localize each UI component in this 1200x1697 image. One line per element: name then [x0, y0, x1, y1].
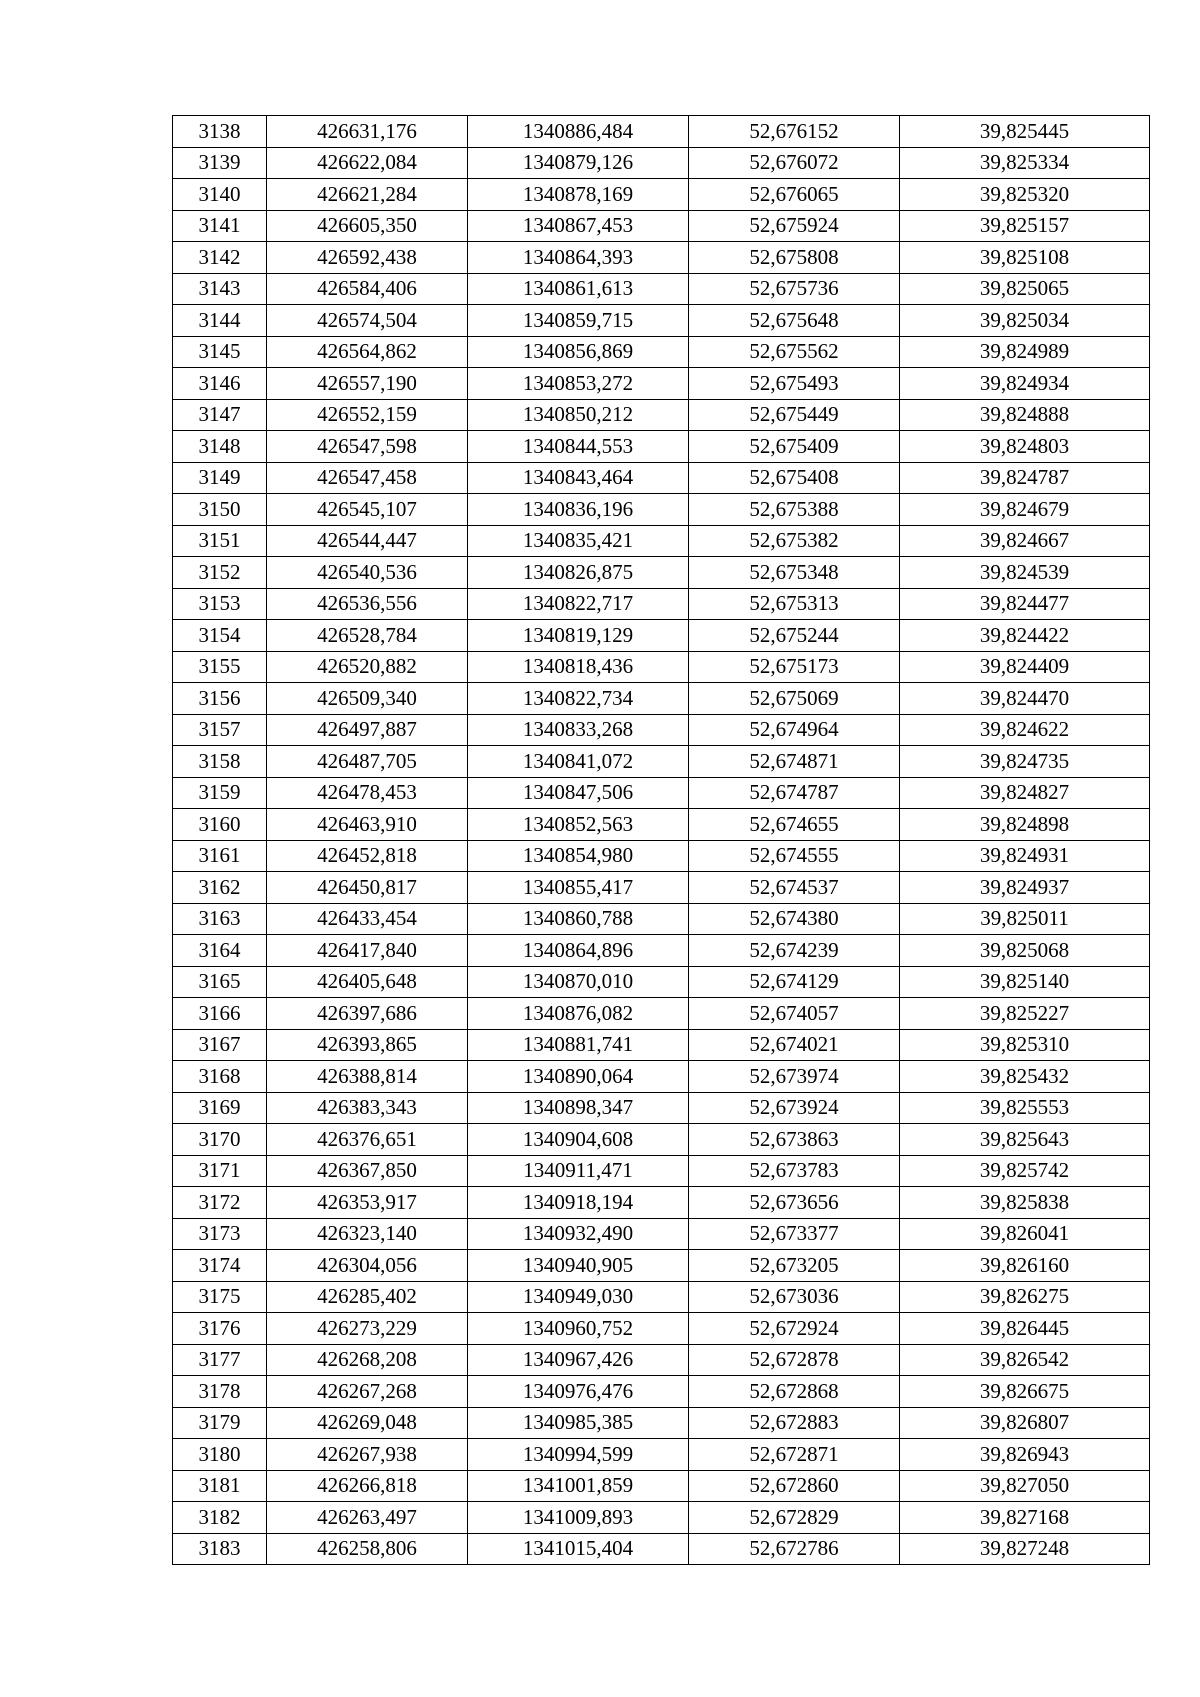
point-number-cell: 3170 — [173, 1124, 267, 1156]
point-number-cell: 3179 — [173, 1407, 267, 1439]
table-row — [173, 1376, 1150, 1408]
point-number-cell: 3149 — [173, 462, 267, 494]
y-coordinate-cell: 1340843,464 — [468, 462, 689, 494]
table-row — [173, 1313, 1150, 1345]
x-coordinate-cell: 426388,814 — [267, 1061, 468, 1093]
y-coordinate-cell: 1340819,129 — [468, 620, 689, 652]
longitude-cell: 39,824735 — [900, 746, 1150, 778]
table-row — [173, 746, 1150, 778]
point-number-cell: 3148 — [173, 431, 267, 463]
latitude-cell: 52,676065 — [689, 179, 900, 211]
point-number-cell: 3152 — [173, 557, 267, 589]
longitude-cell: 39,824787 — [900, 462, 1150, 494]
longitude-cell: 39,824409 — [900, 651, 1150, 683]
y-coordinate-cell: 1340822,717 — [468, 588, 689, 620]
point-number-cell: 3159 — [173, 777, 267, 809]
y-coordinate-cell: 1340859,715 — [468, 305, 689, 337]
table-row — [173, 242, 1150, 274]
table-row — [173, 683, 1150, 715]
point-number-cell: 3138 — [173, 116, 267, 148]
latitude-cell: 52,676072 — [689, 147, 900, 179]
longitude-cell: 39,824989 — [900, 336, 1150, 368]
coordinates-table — [172, 115, 1150, 1565]
longitude-cell: 39,826542 — [900, 1344, 1150, 1376]
y-coordinate-cell: 1340878,169 — [468, 179, 689, 211]
coordinates-table-body — [173, 116, 1150, 1565]
table-row — [173, 116, 1150, 148]
table-row — [173, 399, 1150, 431]
table-row — [173, 210, 1150, 242]
x-coordinate-cell: 426509,340 — [267, 683, 468, 715]
y-coordinate-cell: 1340985,385 — [468, 1407, 689, 1439]
table-row — [173, 431, 1150, 463]
point-number-cell: 3141 — [173, 210, 267, 242]
longitude-cell: 39,825108 — [900, 242, 1150, 274]
longitude-cell: 39,826445 — [900, 1313, 1150, 1345]
point-number-cell: 3175 — [173, 1281, 267, 1313]
table-row — [173, 966, 1150, 998]
table-row — [173, 872, 1150, 904]
x-coordinate-cell: 426285,402 — [267, 1281, 468, 1313]
latitude-cell: 52,675808 — [689, 242, 900, 274]
x-coordinate-cell: 426323,140 — [267, 1218, 468, 1250]
y-coordinate-cell: 1340826,875 — [468, 557, 689, 589]
y-coordinate-cell: 1340918,194 — [468, 1187, 689, 1219]
y-coordinate-cell: 1340822,734 — [468, 683, 689, 715]
point-number-cell: 3166 — [173, 998, 267, 1030]
latitude-cell: 52,675924 — [689, 210, 900, 242]
longitude-cell: 39,825011 — [900, 903, 1150, 935]
point-number-cell: 3169 — [173, 1092, 267, 1124]
table-row — [173, 1187, 1150, 1219]
longitude-cell: 39,824667 — [900, 525, 1150, 557]
longitude-cell: 39,824803 — [900, 431, 1150, 463]
point-number-cell: 3177 — [173, 1344, 267, 1376]
point-number-cell: 3168 — [173, 1061, 267, 1093]
y-coordinate-cell: 1340870,010 — [468, 966, 689, 998]
y-coordinate-cell: 1340886,484 — [468, 116, 689, 148]
table-row — [173, 714, 1150, 746]
point-number-cell: 3157 — [173, 714, 267, 746]
latitude-cell: 52,674787 — [689, 777, 900, 809]
x-coordinate-cell: 426584,406 — [267, 273, 468, 305]
latitude-cell: 52,676152 — [689, 116, 900, 148]
longitude-cell: 39,825140 — [900, 966, 1150, 998]
table-row — [173, 462, 1150, 494]
longitude-cell: 39,824477 — [900, 588, 1150, 620]
point-number-cell: 3144 — [173, 305, 267, 337]
longitude-cell: 39,824622 — [900, 714, 1150, 746]
latitude-cell: 52,674871 — [689, 746, 900, 778]
y-coordinate-cell: 1340932,490 — [468, 1218, 689, 1250]
longitude-cell: 39,824931 — [900, 840, 1150, 872]
point-number-cell: 3142 — [173, 242, 267, 274]
latitude-cell: 52,674964 — [689, 714, 900, 746]
table-row — [173, 935, 1150, 967]
point-number-cell: 3180 — [173, 1439, 267, 1471]
latitude-cell: 52,675562 — [689, 336, 900, 368]
x-coordinate-cell: 426487,705 — [267, 746, 468, 778]
x-coordinate-cell: 426417,840 — [267, 935, 468, 967]
point-number-cell: 3165 — [173, 966, 267, 998]
latitude-cell: 52,672871 — [689, 1439, 900, 1471]
point-number-cell: 3160 — [173, 809, 267, 841]
table-row — [173, 336, 1150, 368]
y-coordinate-cell: 1341009,893 — [468, 1502, 689, 1534]
table-row — [173, 1439, 1150, 1471]
y-coordinate-cell: 1340911,471 — [468, 1155, 689, 1187]
longitude-cell: 39,824934 — [900, 368, 1150, 400]
table-row — [173, 809, 1150, 841]
latitude-cell: 52,673974 — [689, 1061, 900, 1093]
y-coordinate-cell: 1340861,613 — [468, 273, 689, 305]
table-row — [173, 368, 1150, 400]
x-coordinate-cell: 426621,284 — [267, 179, 468, 211]
latitude-cell: 52,675382 — [689, 525, 900, 557]
table-row — [173, 588, 1150, 620]
longitude-cell: 39,825334 — [900, 147, 1150, 179]
point-number-cell: 3161 — [173, 840, 267, 872]
longitude-cell: 39,825065 — [900, 273, 1150, 305]
x-coordinate-cell: 426433,454 — [267, 903, 468, 935]
x-coordinate-cell: 426528,784 — [267, 620, 468, 652]
point-number-cell: 3158 — [173, 746, 267, 778]
y-coordinate-cell: 1340852,563 — [468, 809, 689, 841]
point-number-cell: 3153 — [173, 588, 267, 620]
x-coordinate-cell: 426547,598 — [267, 431, 468, 463]
point-number-cell: 3164 — [173, 935, 267, 967]
latitude-cell: 52,673924 — [689, 1092, 900, 1124]
x-coordinate-cell: 426478,453 — [267, 777, 468, 809]
point-number-cell: 3147 — [173, 399, 267, 431]
y-coordinate-cell: 1340853,272 — [468, 368, 689, 400]
point-number-cell: 3167 — [173, 1029, 267, 1061]
x-coordinate-cell: 426353,917 — [267, 1187, 468, 1219]
table-row — [173, 147, 1150, 179]
x-coordinate-cell: 426536,556 — [267, 588, 468, 620]
x-coordinate-cell: 426552,159 — [267, 399, 468, 431]
y-coordinate-cell: 1340994,599 — [468, 1439, 689, 1471]
table-row — [173, 1407, 1150, 1439]
table-row — [173, 777, 1150, 809]
latitude-cell: 52,675313 — [689, 588, 900, 620]
y-coordinate-cell: 1340904,608 — [468, 1124, 689, 1156]
y-coordinate-cell: 1340898,347 — [468, 1092, 689, 1124]
x-coordinate-cell: 426450,817 — [267, 872, 468, 904]
table-row — [173, 620, 1150, 652]
latitude-cell: 52,673783 — [689, 1155, 900, 1187]
longitude-cell: 39,826041 — [900, 1218, 1150, 1250]
latitude-cell: 52,675409 — [689, 431, 900, 463]
table-row — [173, 1470, 1150, 1502]
x-coordinate-cell: 426557,190 — [267, 368, 468, 400]
point-number-cell: 3154 — [173, 620, 267, 652]
x-coordinate-cell: 426452,818 — [267, 840, 468, 872]
y-coordinate-cell: 1340841,072 — [468, 746, 689, 778]
x-coordinate-cell: 426622,084 — [267, 147, 468, 179]
x-coordinate-cell: 426263,497 — [267, 1502, 468, 1534]
latitude-cell: 52,675449 — [689, 399, 900, 431]
x-coordinate-cell: 426520,882 — [267, 651, 468, 683]
x-coordinate-cell: 426397,686 — [267, 998, 468, 1030]
x-coordinate-cell: 426544,447 — [267, 525, 468, 557]
x-coordinate-cell: 426547,458 — [267, 462, 468, 494]
table-row — [173, 1281, 1150, 1313]
latitude-cell: 52,675648 — [689, 305, 900, 337]
latitude-cell: 52,672924 — [689, 1313, 900, 1345]
latitude-cell: 52,673205 — [689, 1250, 900, 1282]
point-number-cell: 3172 — [173, 1187, 267, 1219]
table-row — [173, 273, 1150, 305]
table-row — [173, 525, 1150, 557]
y-coordinate-cell: 1340864,393 — [468, 242, 689, 274]
longitude-cell: 39,825157 — [900, 210, 1150, 242]
latitude-cell: 52,672878 — [689, 1344, 900, 1376]
x-coordinate-cell: 426631,176 — [267, 116, 468, 148]
longitude-cell: 39,824827 — [900, 777, 1150, 809]
point-number-cell: 3178 — [173, 1376, 267, 1408]
point-number-cell: 3155 — [173, 651, 267, 683]
latitude-cell: 52,675173 — [689, 651, 900, 683]
point-number-cell: 3183 — [173, 1533, 267, 1565]
x-coordinate-cell: 426540,536 — [267, 557, 468, 589]
longitude-cell: 39,824539 — [900, 557, 1150, 589]
y-coordinate-cell: 1340876,082 — [468, 998, 689, 1030]
x-coordinate-cell: 426497,887 — [267, 714, 468, 746]
y-coordinate-cell: 1340818,436 — [468, 651, 689, 683]
longitude-cell: 39,826275 — [900, 1281, 1150, 1313]
y-coordinate-cell: 1340847,506 — [468, 777, 689, 809]
latitude-cell: 52,675244 — [689, 620, 900, 652]
longitude-cell: 39,825310 — [900, 1029, 1150, 1061]
longitude-cell: 39,827050 — [900, 1470, 1150, 1502]
y-coordinate-cell: 1340976,476 — [468, 1376, 689, 1408]
table-row — [173, 179, 1150, 211]
x-coordinate-cell: 426545,107 — [267, 494, 468, 526]
latitude-cell: 52,674239 — [689, 935, 900, 967]
y-coordinate-cell: 1340860,788 — [468, 903, 689, 935]
x-coordinate-cell: 426393,865 — [267, 1029, 468, 1061]
y-coordinate-cell: 1340833,268 — [468, 714, 689, 746]
point-number-cell: 3173 — [173, 1218, 267, 1250]
y-coordinate-cell: 1340844,553 — [468, 431, 689, 463]
y-coordinate-cell: 1340856,869 — [468, 336, 689, 368]
latitude-cell: 52,674129 — [689, 966, 900, 998]
latitude-cell: 52,673863 — [689, 1124, 900, 1156]
table-row — [173, 1502, 1150, 1534]
latitude-cell: 52,675388 — [689, 494, 900, 526]
table-row — [173, 494, 1150, 526]
longitude-cell: 39,824898 — [900, 809, 1150, 841]
table-row — [173, 1155, 1150, 1187]
point-number-cell: 3176 — [173, 1313, 267, 1345]
table-row — [173, 903, 1150, 935]
table-row — [173, 1029, 1150, 1061]
point-number-cell: 3174 — [173, 1250, 267, 1282]
point-number-cell: 3145 — [173, 336, 267, 368]
longitude-cell: 39,825643 — [900, 1124, 1150, 1156]
latitude-cell: 52,674021 — [689, 1029, 900, 1061]
x-coordinate-cell: 426269,048 — [267, 1407, 468, 1439]
x-coordinate-cell: 426304,056 — [267, 1250, 468, 1282]
x-coordinate-cell: 426267,938 — [267, 1439, 468, 1471]
longitude-cell: 39,824937 — [900, 872, 1150, 904]
latitude-cell: 52,672883 — [689, 1407, 900, 1439]
x-coordinate-cell: 426383,343 — [267, 1092, 468, 1124]
y-coordinate-cell: 1340835,421 — [468, 525, 689, 557]
y-coordinate-cell: 1340864,896 — [468, 935, 689, 967]
longitude-cell: 39,824422 — [900, 620, 1150, 652]
y-coordinate-cell: 1340836,196 — [468, 494, 689, 526]
y-coordinate-cell: 1340967,426 — [468, 1344, 689, 1376]
x-coordinate-cell: 426273,229 — [267, 1313, 468, 1345]
table-row — [173, 1218, 1150, 1250]
longitude-cell: 39,825553 — [900, 1092, 1150, 1124]
table-row — [173, 998, 1150, 1030]
table-row — [173, 1344, 1150, 1376]
latitude-cell: 52,674537 — [689, 872, 900, 904]
point-number-cell: 3139 — [173, 147, 267, 179]
x-coordinate-cell: 426376,651 — [267, 1124, 468, 1156]
x-coordinate-cell: 426258,806 — [267, 1533, 468, 1565]
x-coordinate-cell: 426592,438 — [267, 242, 468, 274]
y-coordinate-cell: 1340960,752 — [468, 1313, 689, 1345]
point-number-cell: 3171 — [173, 1155, 267, 1187]
point-number-cell: 3162 — [173, 872, 267, 904]
latitude-cell: 52,673656 — [689, 1187, 900, 1219]
latitude-cell: 52,672868 — [689, 1376, 900, 1408]
y-coordinate-cell: 1340890,064 — [468, 1061, 689, 1093]
point-number-cell: 3150 — [173, 494, 267, 526]
point-number-cell: 3182 — [173, 1502, 267, 1534]
longitude-cell: 39,827248 — [900, 1533, 1150, 1565]
table-row — [173, 651, 1150, 683]
point-number-cell: 3143 — [173, 273, 267, 305]
point-number-cell: 3156 — [173, 683, 267, 715]
y-coordinate-cell: 1340949,030 — [468, 1281, 689, 1313]
latitude-cell: 52,672786 — [689, 1533, 900, 1565]
point-number-cell: 3163 — [173, 903, 267, 935]
x-coordinate-cell: 426266,818 — [267, 1470, 468, 1502]
y-coordinate-cell: 1340867,453 — [468, 210, 689, 242]
longitude-cell: 39,825320 — [900, 179, 1150, 211]
latitude-cell: 52,675069 — [689, 683, 900, 715]
latitude-cell: 52,675408 — [689, 462, 900, 494]
longitude-cell: 39,826675 — [900, 1376, 1150, 1408]
y-coordinate-cell: 1340850,212 — [468, 399, 689, 431]
latitude-cell: 52,674555 — [689, 840, 900, 872]
table-row — [173, 840, 1150, 872]
table-row — [173, 305, 1150, 337]
longitude-cell: 39,825838 — [900, 1187, 1150, 1219]
longitude-cell: 39,826160 — [900, 1250, 1150, 1282]
longitude-cell: 39,825445 — [900, 116, 1150, 148]
point-number-cell: 3151 — [173, 525, 267, 557]
latitude-cell: 52,674380 — [689, 903, 900, 935]
x-coordinate-cell: 426267,268 — [267, 1376, 468, 1408]
table-row — [173, 557, 1150, 589]
latitude-cell: 52,675348 — [689, 557, 900, 589]
latitude-cell: 52,674655 — [689, 809, 900, 841]
x-coordinate-cell: 426564,862 — [267, 336, 468, 368]
longitude-cell: 39,825432 — [900, 1061, 1150, 1093]
longitude-cell: 39,824888 — [900, 399, 1150, 431]
x-coordinate-cell: 426268,208 — [267, 1344, 468, 1376]
longitude-cell: 39,826943 — [900, 1439, 1150, 1471]
table-row — [173, 1533, 1150, 1565]
y-coordinate-cell: 1340940,905 — [468, 1250, 689, 1282]
longitude-cell: 39,825227 — [900, 998, 1150, 1030]
x-coordinate-cell: 426367,850 — [267, 1155, 468, 1187]
latitude-cell: 52,672829 — [689, 1502, 900, 1534]
x-coordinate-cell: 426574,504 — [267, 305, 468, 337]
longitude-cell: 39,827168 — [900, 1502, 1150, 1534]
y-coordinate-cell: 1340881,741 — [468, 1029, 689, 1061]
point-number-cell: 3140 — [173, 179, 267, 211]
longitude-cell: 39,825068 — [900, 935, 1150, 967]
longitude-cell: 39,824679 — [900, 494, 1150, 526]
x-coordinate-cell: 426605,350 — [267, 210, 468, 242]
table-row — [173, 1061, 1150, 1093]
x-coordinate-cell: 426463,910 — [267, 809, 468, 841]
table-row — [173, 1250, 1150, 1282]
y-coordinate-cell: 1340854,980 — [468, 840, 689, 872]
longitude-cell: 39,825034 — [900, 305, 1150, 337]
latitude-cell: 52,673377 — [689, 1218, 900, 1250]
latitude-cell: 52,675736 — [689, 273, 900, 305]
x-coordinate-cell: 426405,648 — [267, 966, 468, 998]
longitude-cell: 39,824470 — [900, 683, 1150, 715]
table-row — [173, 1124, 1150, 1156]
latitude-cell: 52,673036 — [689, 1281, 900, 1313]
table-row — [173, 1092, 1150, 1124]
y-coordinate-cell: 1340879,126 — [468, 147, 689, 179]
latitude-cell: 52,675493 — [689, 368, 900, 400]
longitude-cell: 39,826807 — [900, 1407, 1150, 1439]
latitude-cell: 52,674057 — [689, 998, 900, 1030]
y-coordinate-cell: 1340855,417 — [468, 872, 689, 904]
longitude-cell: 39,825742 — [900, 1155, 1150, 1187]
point-number-cell: 3146 — [173, 368, 267, 400]
y-coordinate-cell: 1341015,404 — [468, 1533, 689, 1565]
point-number-cell: 3181 — [173, 1470, 267, 1502]
y-coordinate-cell: 1341001,859 — [468, 1470, 689, 1502]
latitude-cell: 52,672860 — [689, 1470, 900, 1502]
